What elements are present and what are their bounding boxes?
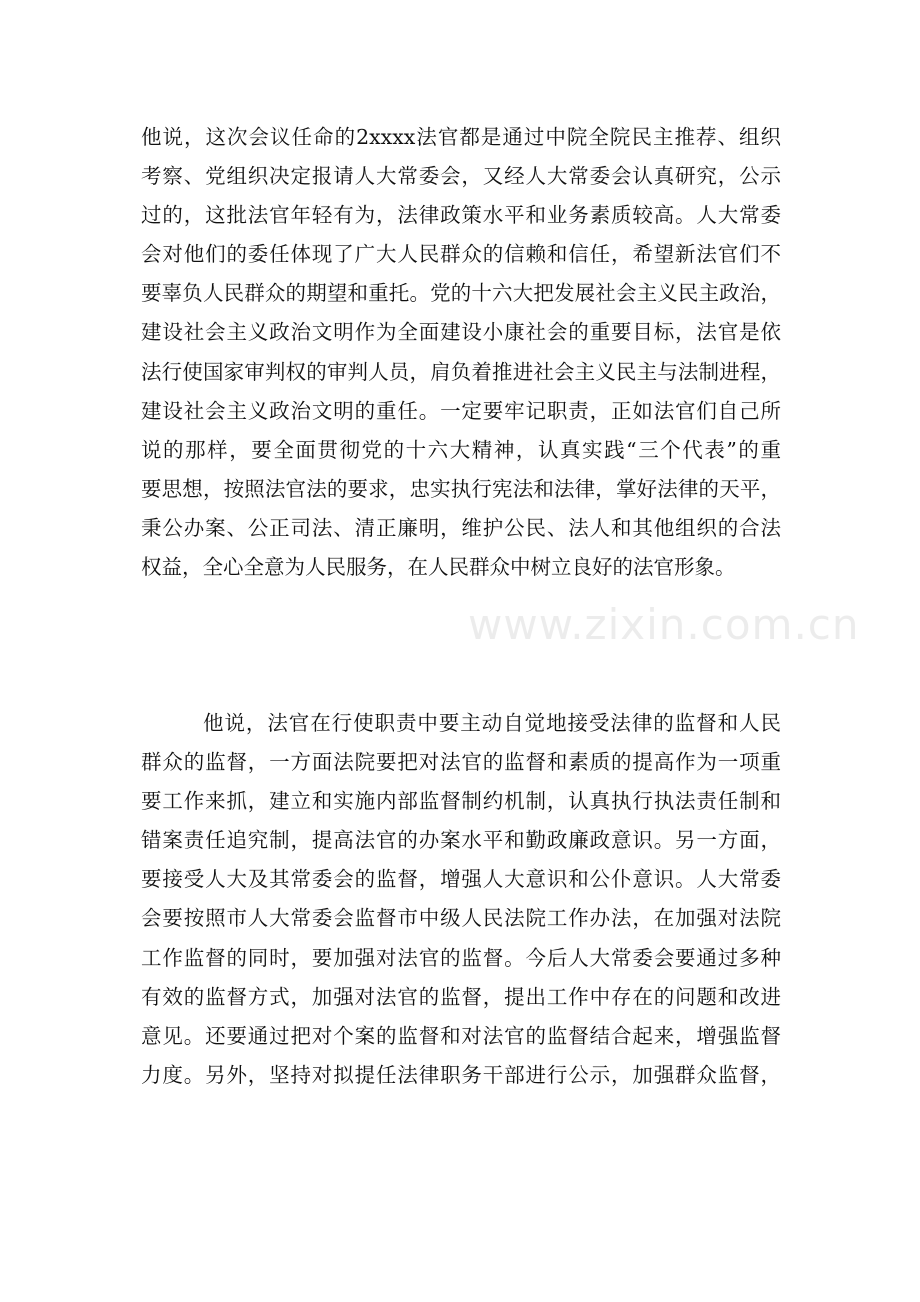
text-line: 法行使国家审判权的审判人员，肩负着推进社会主义民主与法制进程， (141, 359, 781, 384)
text-line: 过的，这批法官年轻有为，法律政策水平和业务素质较高。人大常委 (141, 203, 781, 228)
text-line: 建设社会主义政治文明作为全面建设小康社会的重要目标，法官是依 (141, 320, 781, 345)
text-line: 错案责任追究制，提高法官的办案水平和勤政廉政意识。另一方面， (141, 828, 781, 853)
text-line: 有效的监督方式，加强对法官的监督，提出工作中存在的问题和改进 (141, 984, 781, 1009)
paragraph-2 (141, 704, 781, 1095)
text-line: 要工作来抓，建立和实施内部监督制约机制，认真执行执法责任制和 (141, 789, 781, 814)
text-line: 群众的监督，一方面法院要把对法官的监督和素质的提高作为一项重 (141, 750, 781, 775)
text-line: 力度。另外，坚持对拟提任法律职务干部进行公示，加强群众监督， (141, 1062, 781, 1087)
text-line: 他说，法官在行使职责中要主动自觉地接受法律的监督和人民 (203, 711, 781, 735)
text-line: 会对他们的委任体现了广大人民群众的信赖和信任，希望新法官们不 (141, 242, 781, 267)
text-line: 秉公办案、公正司法、清正廉明，维护公民、法人和其他组织的合法 (141, 515, 781, 540)
text-line: 权益，全心全意为人民服务，在人民群众中树立良好的法官形象。 (141, 555, 736, 580)
text-line: 要辜负人民群众的期望和重托。党的十六大把发展社会主义民主政治， (141, 281, 781, 306)
text-line: 要接受人大及其常委会的监督，增强人大意识和公仆意识。人大常委 (141, 867, 781, 892)
text-line: 会要按照市人大常委会监督市中级人民法院工作办法，在加强对法院 (141, 906, 781, 931)
watermark: www.zixin.com.cn (468, 600, 860, 649)
text-line: 考察、党组织决定报请人大常委会，又经人大常委会认真研究，公示 (141, 164, 781, 189)
text-line: 他说，这次会议任命的2xxxx法官都是通过中院全院民主推荐、组织 (141, 125, 781, 149)
text-line: 说的那样，要全面贯彻党的十六大精神，认真实践“三个代表”的重 (141, 437, 781, 462)
text-line: 意见。还要通过把对个案的监督和对法官的监督结合起来，增强监督 (141, 1023, 781, 1048)
text-line: 建设社会主义政治文明的重任。一定要牢记职责，正如法官们自己所 (141, 398, 781, 423)
paragraph-1 (141, 118, 781, 587)
text-line: 要思想，按照法官法的要求，忠实执行宪法和法律，掌好法律的天平， (141, 476, 781, 501)
text-line: 工作监督的同时，要加强对法官的监督。今后人大常委会要通过多种 (141, 945, 781, 970)
